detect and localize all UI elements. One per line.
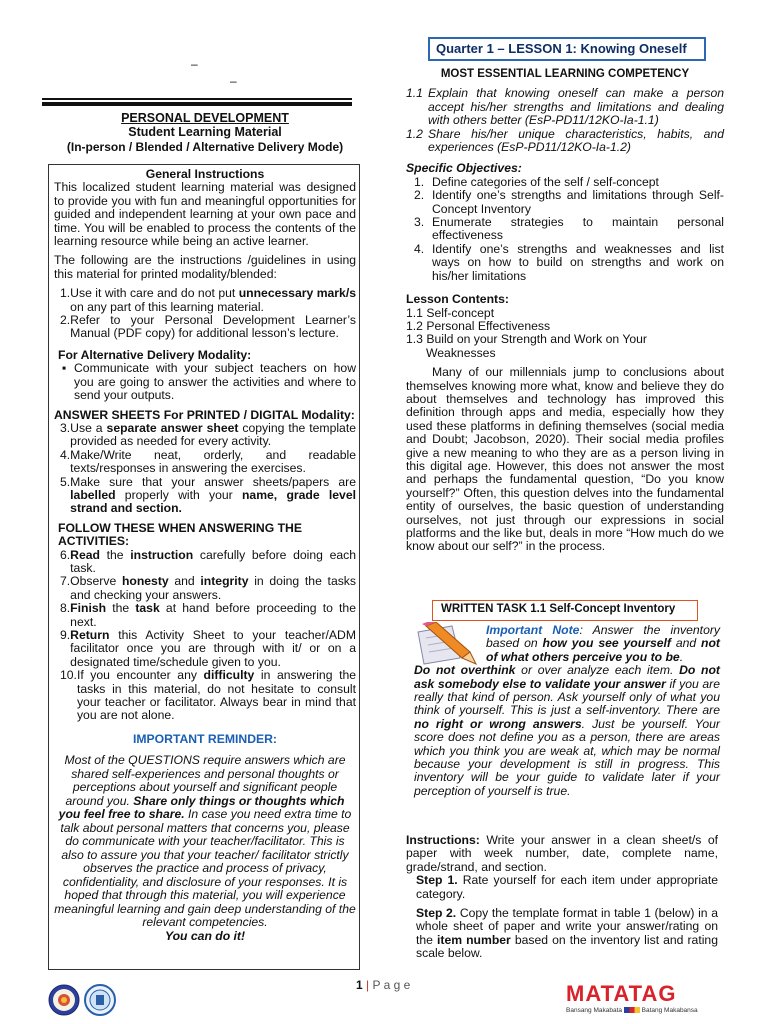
lesson-contents-item: 1.1 Self-concept (406, 305, 495, 320)
guidelines-intro: The following are the instructions /guidelines in using this material for printed modality/blended: (54, 253, 356, 281)
deped-seal-icon (48, 984, 80, 1016)
division-seal-icon (84, 984, 116, 1016)
melc-heading: MOST ESSENTIAL LEARNING COMPETENCY (440, 68, 690, 80)
instructions-list (54, 549, 356, 723)
lesson-title: Quarter 1 – LESSON 1: Knowing Oneself (436, 41, 687, 56)
list-item: 1. Define categories of the self / self-concept (414, 174, 659, 189)
page-number: 1 | P a g e (356, 978, 411, 992)
list-item: 9. Return this Activity Sheet to your teacher/ADM facilitator once you are through with it/ or on a designated time/schedule given to you. (60, 628, 356, 669)
lesson-contents-item: 1.3 Build on your Strength and Work on Your (406, 332, 647, 347)
list-item: 3. Enumerate strategies to maintain personal effectiveness (414, 215, 724, 243)
document-subtitle: Student Learning Material (128, 125, 282, 140)
list-item: 6. Read the instruction carefully before doing each task. (60, 547, 356, 575)
written-task-box (432, 600, 698, 621)
reminder-heading: IMPORTANT REMINDER: (133, 731, 277, 746)
list-item: 2. Identify one’s strengths and limitations through Self-Concept Inventory (414, 188, 724, 216)
list-item: 1. Use it with care and do not put unnecessary mark/s on any part of this learning material. (60, 286, 356, 314)
delivery-modes: (In-person / Blended / Alternative Delivery Mode) (66, 139, 344, 154)
follow-heading: FOLLOW THESE WHEN ANSWERING THE ACTIVITIES: (58, 520, 302, 549)
lesson-contents-heading: Lesson Contents: (406, 292, 509, 307)
dash-mark: – (230, 74, 237, 88)
divider-line (42, 98, 352, 100)
instructions-list (54, 287, 356, 341)
list-item: 4. Identify one’s strengths and weaknesses and list ways on how to build on strengths and work on his/her limitations (414, 241, 724, 283)
step-1: Step 1. Rate yourself for each item under appropriate category. (416, 873, 718, 901)
intro-paragraph: Many of our millennials jump to conclusions about themselves knowing more what, know and believe they do about themselves and technology has improved this definition through apps and media, especially how they used these platforms in defining themselves (social media and Doubt; Jacobson, 2020). Their social media profiles give a new meaning to who they are as a person living in this digital age. However, this does not answer the most and perhaps the fundamental question, “Do you know yourself?” Often, this question delves into the fundamental entity of ourselves, the basic question of understanding ourselves, not just through our expressions in social platforms and the like but, deals in more “How much do we know about our self?” in the process. (406, 365, 724, 554)
right-column (406, 68, 724, 554)
list-item: 10. If you encounter any difficulty in answering the tasks in this material, do not hesitate to consult your teacher or facilitator. Always bear in mind that you are not alone. (60, 668, 357, 723)
instructions-text: Instructions: Write your answer in a clean sheet/s of paper with week number, date, complete name, grade/strand, and section. (406, 833, 718, 874)
answer-sheets-heading: ANSWER SHEETS For PRINTED / DIGITAL Modality: (54, 407, 355, 422)
lesson-contents-item: 1.2 Personal Effectiveness (406, 318, 551, 333)
general-instructions-paragraph: This localized student learning material was designed to provide you with fun and meaningful opportunities for guided and independent learning at your own pace and time. You will be enabled to process the contents of the learning resource while being an active learner. (54, 180, 356, 249)
objectives-list (406, 176, 724, 283)
adm-heading: For Alternative Delivery Modality: (58, 347, 252, 362)
list-item: ▪ Communicate with your subject teachers on how you are going to answer the activities and where to send your outputs. (62, 361, 356, 403)
list-item: 8. Finish the task at hand before proceeding to the next. (60, 601, 356, 629)
dash-mark: – (191, 57, 198, 71)
note-text-lead: Important Note: Answer the inventory based on how you see yourself and not of what others perceive you to be. (486, 623, 720, 664)
list-item: 5. Make sure that your answer sheets/papers are labelled properly with your name, grade level strand and section. (60, 474, 356, 516)
list-item: 2. Refer to your Personal Development Learner’s Manual (PDF copy) for additional lesson’s lecture. (60, 313, 356, 341)
objectives-heading: Specific Objectives: (406, 161, 522, 176)
reminder-text: Most of the QUESTIONS require answers which are shared self-experiences and personal thoughts or perceptions about yourself and significant people around you. Share only things or thoughts which you feel free to share. In case you need extra time to talk about personal matters that concerns you, please do communicate with your teacher/facilitator. This is also to assure you that your teacher/ facilitator strictly observes the practice and process of privacy, confidentiality, and disclosure of your responses. It is hoped that through this material, you will experience meaningful learning and gain deep understanding of the relevant competencies. (54, 753, 356, 930)
title-block (42, 112, 368, 154)
list-item: 7. Observe honesty and integrity in doing the tasks and checking your answers. (60, 574, 356, 602)
matatag-tagline: Bansang Makabata Batang Makabansa (566, 1007, 698, 1014)
reminder-closing: You can do it! (164, 928, 246, 943)
note-text: Do not overthink or over analyze each item. Do not ask somebody else to validate your answer if you are really that kind of person. Ask yourself only of what you think of yourself. This is just a self-inventory. There are no right or wrong answers. Just be yourself. Your score does not define you as a person, there are areas which you think you are weak at, which may be normal because your development is still in progress. This inventory will be your guide to validate later if your perception of yourself is true. (414, 663, 720, 798)
written-task-title: WRITTEN TASK 1.1 Self-Concept Inventory (441, 603, 676, 615)
matatag-wordmark: MATATAG (566, 981, 677, 1006)
divider-line-thick (42, 102, 352, 106)
step-2: Step 2. Copy the template format in table 1 (below) in a whole sheet of paper and write your answer/rating on the item number based on the inventory list and rating scale below. (416, 906, 718, 961)
document-title: PERSONAL DEVELOPMENT (121, 111, 289, 125)
general-instructions-box (48, 164, 360, 970)
list-item: 4. Make/Write neat, orderly, and readable texts/responses in answering the exercises. (60, 447, 356, 476)
list-item: 1.1 Explain that knowing oneself can make a person accept his/her strengths and limitations and dealing with others better (EsP-PD11/12KO-Ia-1.1) (406, 86, 724, 128)
task-instructions (406, 834, 718, 961)
important-note (414, 624, 720, 798)
lesson-title-box (428, 37, 706, 61)
melc-list (406, 87, 724, 154)
instructions-list (54, 422, 356, 516)
list-item: 1.2 Share his/her unique characteristics, habits, and experiences (EsP-PD11/12KO-Ia-1.2) (406, 126, 724, 155)
lesson-contents-item: Weaknesses (426, 345, 496, 360)
general-instructions-heading: General Instructions (145, 167, 265, 181)
list-item: 3. Use a separate answer sheet copying the template provided as needed for every activity. (60, 420, 356, 449)
matatag-logo (566, 982, 726, 1020)
